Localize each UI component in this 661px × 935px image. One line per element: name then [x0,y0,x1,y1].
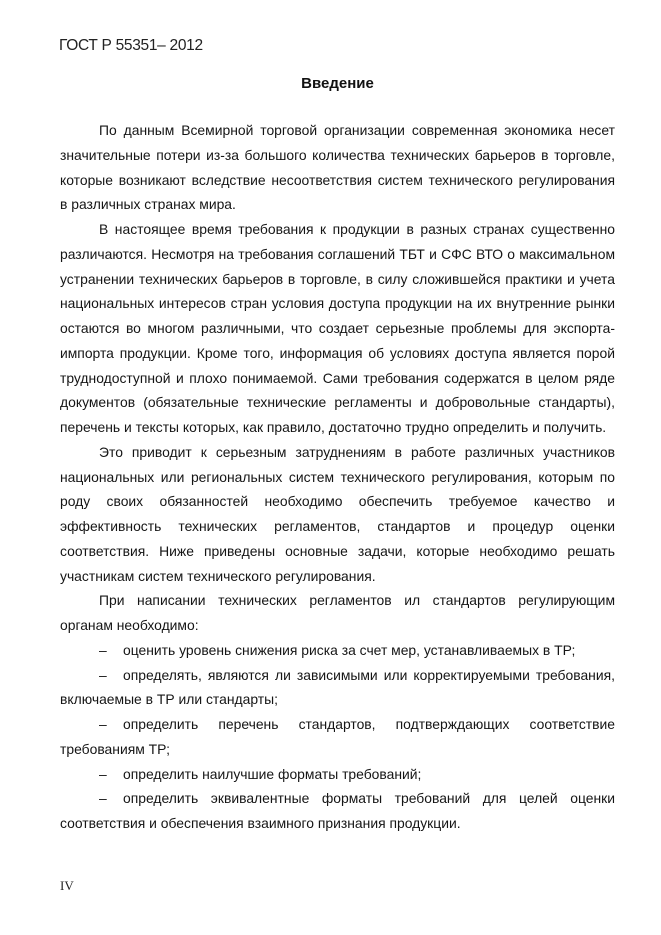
list-item [60,762,615,787]
list-item-text: определить наилучшие форматы требований; [123,765,422,782]
list-item-text: определить эквивалентные форматы требований для целей оценки соответствия и обеспечения взаимного признания продукции. [60,790,615,831]
dash-marker: – [99,641,107,658]
list-item [60,786,615,836]
list-item-text: определить перечень стандартов, подтверждающих соответствие требованиям ТР; [60,716,615,757]
paragraph: Это приводит к серьезным затруднениям в работе различных участников национальных или региональных систем технического регулирования, которым по роду своих обязанностей необходимо обеспечить требуемое качество и эффективность технических регламентов, стандартов и процедур оценки соответствия. Ниже приведены основные задачи, которые необходимо решать участникам систем технического регулирования. [60,443,615,584]
paragraph: В настоящее время требования к продукции в разных странах существенно различаются. Несмотря на требования соглашений ТБТ и СФС ВТО о максимальном устранении технических барьеров в торговле, в силу сложившейся практики и учета национальных интересов стран условия доступа продукции на их внутренние рынки остаются во многом различными, что создает серьезные проблемы для экспорта-импорта продукции. Кроме того, информация об условиях доступа является порой труднодоступной и плохо понимаемой. Сами требования содержатся в целом ряде документов (обязательные технические регламенты и добровольные стандарты), перечень и тексты которых, как правило, достаточно трудно определить и получить. [60,221,615,435]
document-body [60,118,615,836]
list-item-text: оценить уровень снижения риска за счет мер, устанавливаемых в ТР; [123,641,576,658]
dash-marker: – [99,765,107,782]
dash-marker: – [99,716,107,732]
dash-marker: – [99,666,107,683]
dash-marker: – [99,790,107,807]
list-item-text: определять, являются ли зависимыми или корректируемыми требования, включаемые в ТР или стандарты; [60,666,615,708]
list-item [60,663,615,713]
section-title: Введение [301,75,374,92]
paragraph: При написании технических регламентов ил стандартов регулирующим органам необходимо: [60,592,615,633]
list-item [60,712,615,762]
list-item [60,638,615,663]
page-number: IV [60,878,74,893]
document-header: ГОСТ Р 55351– 2012 [59,37,203,54]
paragraph: По данным Всемирной торговой организации современная экономика несет значительные потери из-за большого количества технических барьеров в торговле, которые возникают вследствие несоответствия систем технического регулирования в различных странах мира. [60,122,615,213]
